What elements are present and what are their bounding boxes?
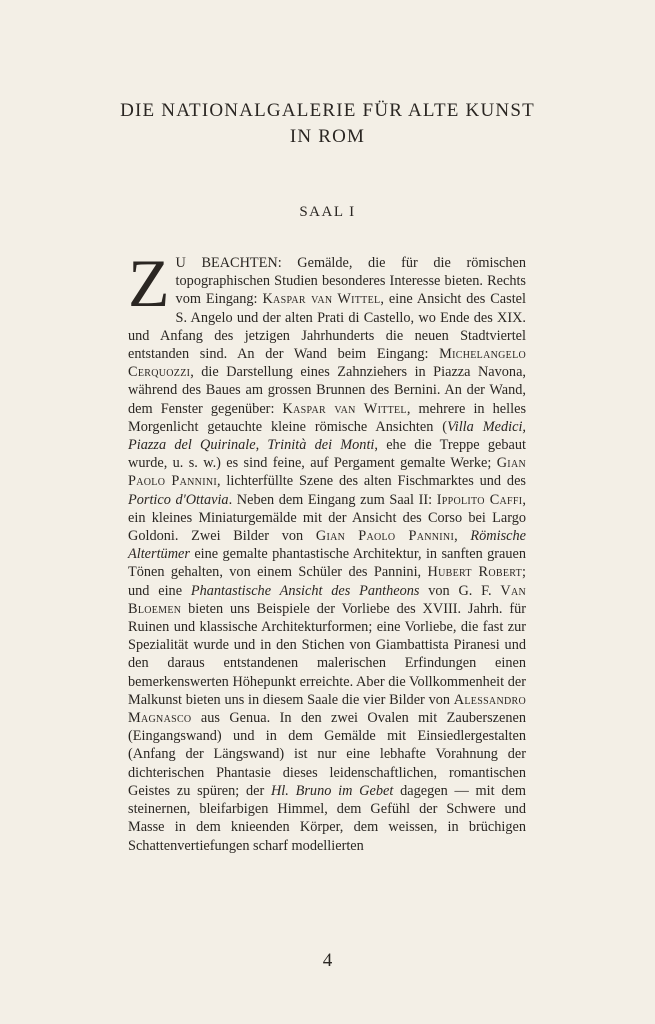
artist-name: Gian Paolo Pannini: [315, 528, 455, 545]
artist-name: Van Bloemen: [128, 582, 526, 617]
artwork-title: Portico d'Ottavia: [128, 491, 229, 508]
artist-name: Hubert Robert: [427, 564, 523, 581]
text-segment: eine gemalte phantastische Architektur, in sanften grauen Tönen gehalten, von einem Schüler des Pannini,: [128, 546, 526, 581]
title-line-2: IN ROM: [289, 126, 366, 147]
text-segment: ,: [454, 528, 471, 545]
artist-name: Kaspar van Wittel: [262, 291, 381, 308]
text-segment: bieten uns Beispiele der Vorliebe des XVIII. Jahrh. für Ruinen und klassische Architekturformen; eine Vorliebe, die fast zur Spezialität wurde und in den Stichen von Giambattista Piranesi und den daraus entstandenen malerischen Erfindungen einen bemerkenswerten Höhepunkt erreichte. Aber die Vollkommenheit der Malkunst bieten uns in diesem Saale die vier Bilder von: [128, 600, 526, 708]
text-segment: , ein kleines Miniaturgemälde mit der Ansicht des Corso bei Largo Goldoni. Zwei Bilder von: [128, 491, 526, 545]
artwork-title: Hl. Bruno im Gebet: [270, 782, 394, 799]
drop-cap: Z: [128, 245, 170, 321]
title-line-1: DIE NATIONALGALERIE FÜR ALTE KUNST: [120, 100, 535, 121]
text-segment: U BEACHTEN: Gemälde, die für die römischen topographischen Studien besonderes Interesse bieten. Rechts vom Eingang:: [175, 255, 526, 308]
artist-name: Gian Paolo Pannini: [128, 455, 526, 490]
text-segment: von G. F.: [419, 582, 501, 599]
text-segment: aus Genua. In den zwei Ovalen mit Zauberszenen (Eingangswand) und in dem Gemälde mit Einsiedlergestalten (Anfang der Längswand) ist nur eine lebhafte Vorahnung der dichterischen Phantasie dieses leidenschaftlichen, romantischen Geistes zu spüren; der: [128, 710, 526, 799]
page-number: 4: [322, 950, 333, 971]
section-heading: SAAL I: [299, 204, 356, 220]
artist-name: Michelangelo Cerquozzi: [128, 346, 526, 381]
text-segment: , die Darstellung eines Zahnziehers in Piazza Navona, während des Baues am grossen Brunnen des Bernini. An der Wand, dem Fenster gegenüber:: [128, 364, 526, 417]
text-segment: . Neben dem Eingang zum Saal II:: [228, 491, 437, 508]
text-segment: , eine Ansicht des Castel S. Angelo und der alten Prati di Castello, wo Ende des XIX. und Anfang des jetzigen Jahrhunderts die neuen Stadtviertel entstanden sind. An der Wand beim Eingang:: [128, 291, 526, 363]
artist-name: Ippolito Caffi: [436, 491, 523, 508]
body-paragraph: [128, 245, 527, 855]
artwork-title: Römische Altertümer: [128, 528, 526, 563]
artist-name: Kaspar van Wittel: [282, 400, 407, 417]
artwork-title: Villa Medici, Piazza del Quirinale, Trinità dei Monti: [128, 418, 526, 454]
text-segment: , lichterfüllte Szene des alten Fischmarktes und des: [216, 473, 526, 490]
text-segment: dagegen — mit dem steinernen, bleifarbigen Himmel, dem Gefühl der Schwere und Masse in dem knieenden Körper, dem weissen, in brüchigen Schattenvertiefungen scharf modellierten: [128, 782, 526, 854]
page-title: [0, 98, 655, 150]
text-segment: , ehe die Treppe gebaut wurde, u. s. w.) es sind feine, auf Pergament gemalte Werke;: [128, 437, 526, 472]
text-segment: ; und eine: [128, 564, 526, 599]
artwork-title: Phantastische Ansicht des Pantheons: [190, 582, 420, 599]
artist-name: Alessandro Magnasco: [128, 691, 526, 727]
text-segment: , mehrere in helles Morgenlicht getauchte kleine römische Ansichten (: [128, 400, 527, 435]
